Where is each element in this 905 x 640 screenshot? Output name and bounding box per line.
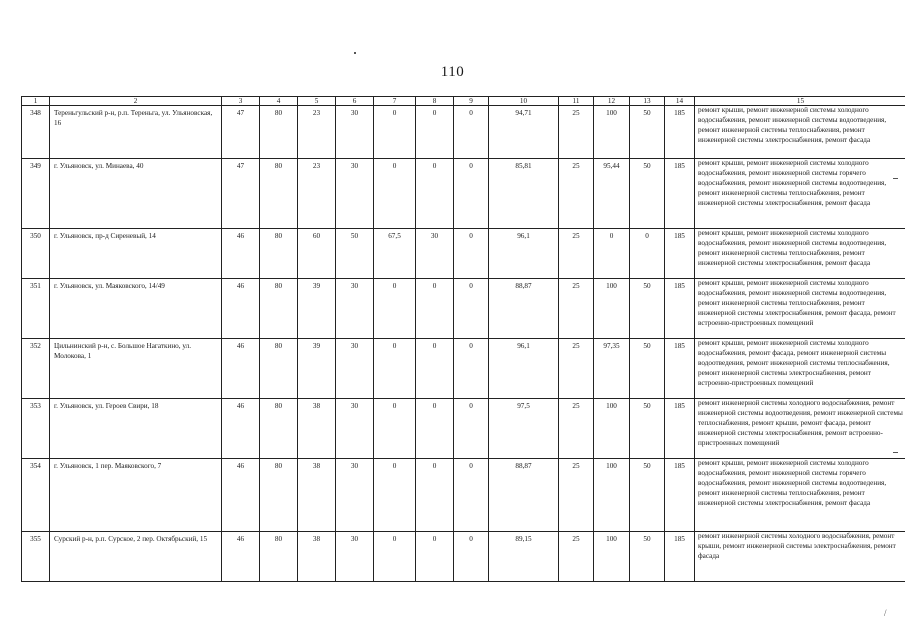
column-header: 8	[416, 97, 454, 106]
value-cell: 80	[260, 279, 298, 339]
value-cell: 88,87	[489, 279, 559, 339]
address-cell: Цильнинский р-н, с. Большое Нагаткино, ул. Молокова, 1	[50, 339, 222, 399]
address-cell: г. Ульяновск, ул. Героев Свири, 18	[50, 399, 222, 459]
column-header: 5	[298, 97, 336, 106]
value-cell: 50	[630, 339, 665, 399]
value-cell: 47	[222, 106, 260, 159]
value-cell: 97,35	[594, 339, 630, 399]
value-cell: 85,81	[489, 159, 559, 229]
value-cell: 0	[416, 532, 454, 582]
value-cell: 23	[298, 106, 336, 159]
works-cell: ремонт крыши, ремонт инженерной системы холодного водоснабжения, ремонт инженерной системы водоотведения, ремонт инженерной системы теплоснабжения, ремонт инженерной системы электроснабжения, ремонт фасада	[695, 229, 905, 279]
value-cell: 185	[665, 159, 695, 229]
column-header: 9	[454, 97, 489, 106]
value-cell: 100	[594, 532, 630, 582]
value-cell: 67,5	[374, 229, 416, 279]
value-cell: 30	[336, 106, 374, 159]
table-row	[22, 339, 905, 399]
works-cell: ремонт крыши, ремонт инженерной системы холодного водоснабжения, ремонт инженерной системы водоотведения, ремонт инженерной системы теплоснабжения, ремонт инженерной системы электроснабжения, ремонт фасада, ремонт встроенно-пристроенных помещений	[695, 279, 905, 339]
table-row	[22, 399, 905, 459]
value-cell: 38	[298, 459, 336, 532]
value-cell: 23	[298, 159, 336, 229]
value-cell: 0	[416, 106, 454, 159]
value-cell: 50	[630, 279, 665, 339]
address-cell: Тереньгульский р-н, р.п. Тереньга, ул. Ульяновская, 16	[50, 106, 222, 159]
value-cell: 50	[630, 159, 665, 229]
scan-mark: /	[884, 608, 887, 618]
value-cell: 185	[665, 339, 695, 399]
value-cell: 0	[454, 399, 489, 459]
value-cell: 0	[374, 532, 416, 582]
value-cell: 0	[374, 339, 416, 399]
value-cell: 25	[559, 459, 594, 532]
value-cell: 30	[336, 339, 374, 399]
value-cell: 0	[454, 106, 489, 159]
value-cell: 25	[559, 532, 594, 582]
value-cell: 0	[454, 229, 489, 279]
value-cell: 185	[665, 459, 695, 532]
value-cell: 25	[559, 399, 594, 459]
column-header: 6	[336, 97, 374, 106]
value-cell: 94,71	[489, 106, 559, 159]
value-cell: 25	[559, 229, 594, 279]
value-cell: 96,1	[489, 339, 559, 399]
value-cell: 0	[594, 229, 630, 279]
column-header: 4	[260, 97, 298, 106]
value-cell: 88,87	[489, 459, 559, 532]
value-cell: 100	[594, 279, 630, 339]
address-cell: г. Ульяновск, ул. Минаева, 40	[50, 159, 222, 229]
value-cell: 95,44	[594, 159, 630, 229]
value-cell: 0	[454, 159, 489, 229]
value-cell: 0	[374, 399, 416, 459]
value-cell: 80	[260, 459, 298, 532]
value-cell: 0	[454, 339, 489, 399]
value-cell: 30	[336, 459, 374, 532]
value-cell: 25	[559, 159, 594, 229]
row-number: 349	[22, 159, 50, 229]
value-cell: 0	[416, 159, 454, 229]
works-cell: ремонт крыши, ремонт инженерной системы холодного водоснабжения, ремонт фасада, ремонт инженерной системы водоотведения, ремонт инженерной системы теплоснабжения, ремонт инженерной системы электроснабжения, ремонт встроенно-пристроенных помещений	[695, 339, 905, 399]
value-cell: 30	[336, 399, 374, 459]
column-header: 1	[22, 97, 50, 106]
value-cell: 100	[594, 459, 630, 532]
row-number: 355	[22, 532, 50, 582]
value-cell: 50	[336, 229, 374, 279]
table-row	[22, 106, 905, 159]
works-cell: ремонт крыши, ремонт инженерной системы холодного водоснабжения, ремонт инженерной системы водоотведения, ремонт инженерной системы теплоснабжения, ремонт инженерной системы электроснабжения, ремонт фасада	[695, 106, 905, 159]
value-cell: 50	[630, 532, 665, 582]
value-cell: 0	[454, 459, 489, 532]
value-cell: 46	[222, 459, 260, 532]
column-header: 2	[50, 97, 222, 106]
value-cell: 80	[260, 106, 298, 159]
value-cell: 0	[374, 459, 416, 532]
value-cell: 39	[298, 279, 336, 339]
row-number: 353	[22, 399, 50, 459]
value-cell: 80	[260, 532, 298, 582]
value-cell: 100	[594, 106, 630, 159]
value-cell: 39	[298, 339, 336, 399]
value-cell: 185	[665, 106, 695, 159]
value-cell: 30	[416, 229, 454, 279]
row-number: 351	[22, 279, 50, 339]
row-number: 348	[22, 106, 50, 159]
value-cell: 185	[665, 532, 695, 582]
value-cell: 97,5	[489, 399, 559, 459]
column-number-row	[22, 97, 905, 106]
value-cell: 0	[630, 229, 665, 279]
address-cell: г. Ульяновск, пр-д Сиреневый, 14	[50, 229, 222, 279]
value-cell: 80	[260, 159, 298, 229]
column-header: 10	[489, 97, 559, 106]
table-row	[22, 279, 905, 339]
table-row	[22, 159, 905, 229]
column-header: 14	[665, 97, 695, 106]
value-cell: 46	[222, 279, 260, 339]
value-cell: 0	[416, 339, 454, 399]
table-row	[22, 532, 905, 582]
column-header: 13	[630, 97, 665, 106]
row-number: 354	[22, 459, 50, 532]
value-cell: 96,1	[489, 229, 559, 279]
address-cell: г. Ульяновск, 1 пер. Маяковского, 7	[50, 459, 222, 532]
value-cell: 46	[222, 339, 260, 399]
works-cell: ремонт крыши, ремонт инженерной системы холодного водоснабжения, ремонт инженерной системы горячего водоснабжения, ремонт инженерной системы водоотведения, ремонт инженерной системы теплоснабжения, ремонт инженерной системы электроснабжения, ремонт фасада	[695, 159, 905, 229]
value-cell: 89,15	[489, 532, 559, 582]
value-cell: 50	[630, 459, 665, 532]
works-cell: ремонт крыши, ремонт инженерной системы холодного водоснабжения, ремонт инженерной системы горячего водоснабжения, ремонт инженерной системы водоотведения, ремонт инженерной системы теплоснабжения, ремонт инженерной системы электроснабжения, ремонт фасада	[695, 459, 905, 532]
value-cell: 0	[454, 532, 489, 582]
value-cell: 80	[260, 399, 298, 459]
row-number: 352	[22, 339, 50, 399]
value-cell: 100	[594, 399, 630, 459]
works-cell: ремонт инженерной системы холодного водоснабжения, ремонт инженерной системы водоотведения, ремонт инженерной системы теплоснабжения, ремонт крыши, ремонт фасада, ремонт инженерной системы электроснабжения, ремонт встроенно-пристроенных помещений	[695, 399, 905, 459]
address-cell: г. Ульяновск, ул. Маяковского, 14/49	[50, 279, 222, 339]
value-cell: 30	[336, 532, 374, 582]
value-cell: 50	[630, 106, 665, 159]
value-cell: 0	[374, 159, 416, 229]
value-cell: 80	[260, 229, 298, 279]
value-cell: 60	[298, 229, 336, 279]
value-cell: 46	[222, 399, 260, 459]
value-cell: 38	[298, 399, 336, 459]
value-cell: 0	[374, 106, 416, 159]
value-cell: 0	[454, 279, 489, 339]
value-cell: 0	[416, 459, 454, 532]
scan-speck	[893, 452, 898, 453]
value-cell: 47	[222, 159, 260, 229]
value-cell: 50	[630, 399, 665, 459]
value-cell: 80	[260, 339, 298, 399]
value-cell: 25	[559, 106, 594, 159]
value-cell: 185	[665, 399, 695, 459]
column-header: 7	[374, 97, 416, 106]
table-row	[22, 229, 905, 279]
repair-program-table	[21, 96, 905, 582]
value-cell: 25	[559, 339, 594, 399]
value-cell: 185	[665, 279, 695, 339]
value-cell: 46	[222, 229, 260, 279]
address-cell: Сурский р-н, р.п. Сурское, 2 пер. Октябрьский, 15	[50, 532, 222, 582]
scan-speck	[354, 52, 356, 54]
value-cell: 0	[416, 279, 454, 339]
table-row	[22, 459, 905, 532]
column-header: 11	[559, 97, 594, 106]
column-header: 15	[695, 97, 905, 106]
page-number: 110	[440, 64, 465, 80]
column-header: 12	[594, 97, 630, 106]
value-cell: 30	[336, 279, 374, 339]
value-cell: 0	[416, 399, 454, 459]
row-number: 350	[22, 229, 50, 279]
scan-speck	[893, 178, 898, 179]
value-cell: 30	[336, 159, 374, 229]
value-cell: 38	[298, 532, 336, 582]
value-cell: 0	[374, 279, 416, 339]
works-cell: ремонт инженерной системы холодного водоснабжения, ремонт крыши, ремонт инженерной системы электроснабжения, ремонт фасада	[695, 532, 905, 582]
value-cell: 46	[222, 532, 260, 582]
column-header: 3	[222, 97, 260, 106]
value-cell: 25	[559, 279, 594, 339]
value-cell: 185	[665, 229, 695, 279]
